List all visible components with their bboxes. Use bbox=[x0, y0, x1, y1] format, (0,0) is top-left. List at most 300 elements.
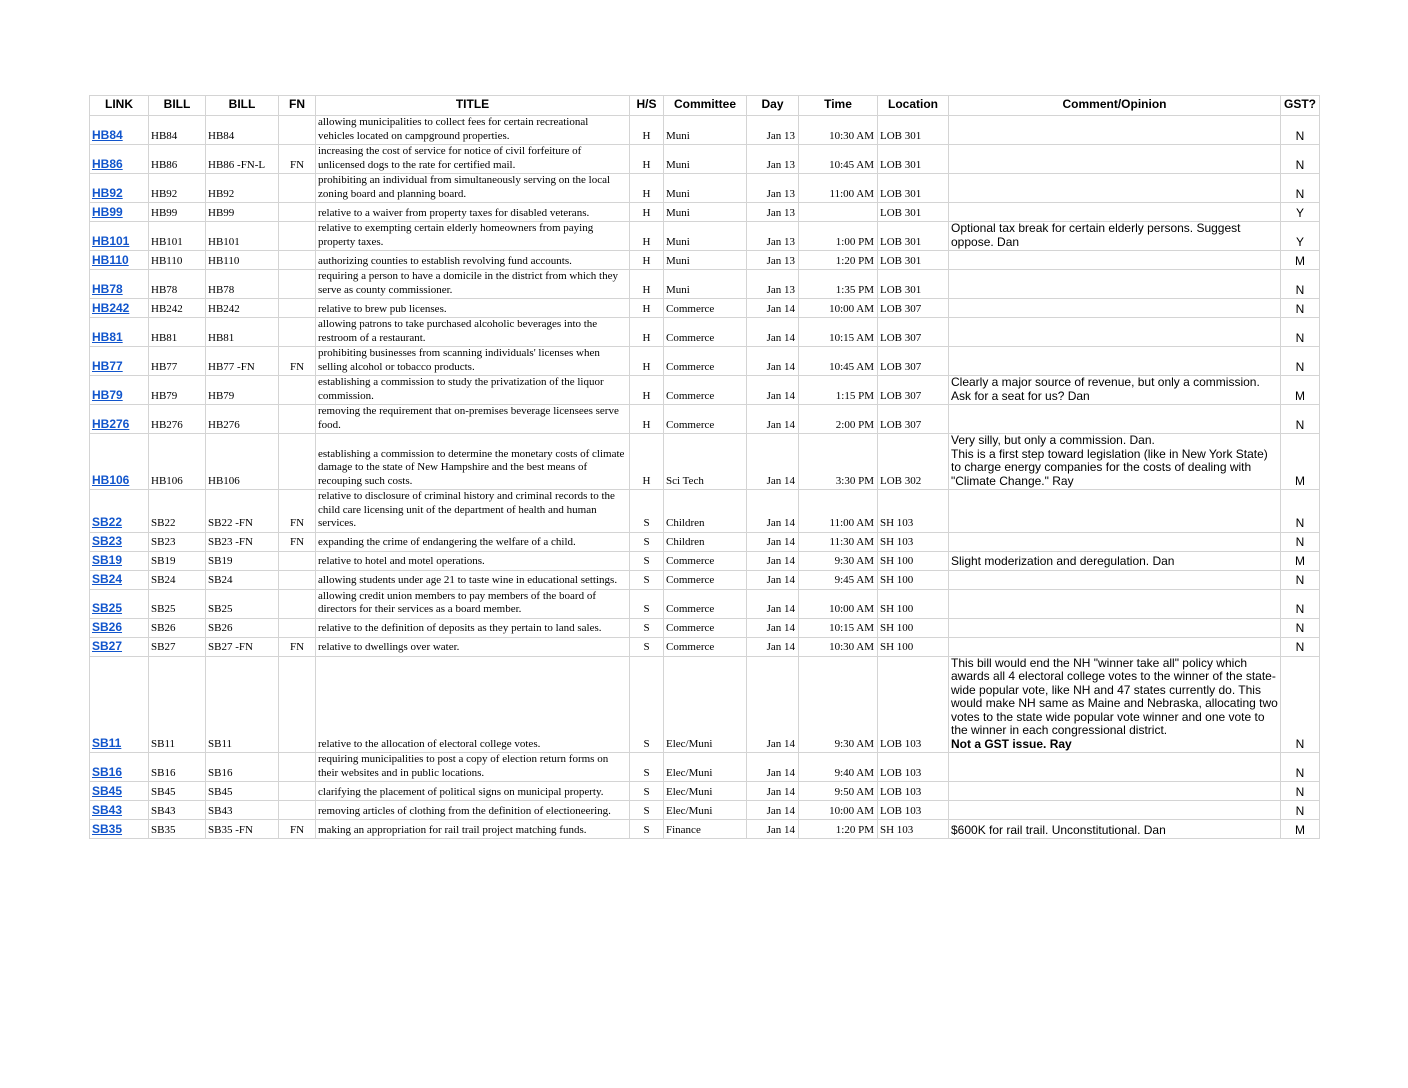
link-cell bbox=[90, 551, 149, 570]
comment-text: This bill would end the NH "winner take all" policy which awards all 4 electoral college votes to the winner of the state- wide popular vote, like NH and 47 states currently do. This would make NH same as Maine and Nebraska, allocating two votes to the state wide popular vote winner and one vote to the winner in each congressional district. bbox=[951, 656, 1278, 737]
house-senate-cell: S bbox=[630, 782, 664, 801]
house-senate-cell: S bbox=[630, 589, 664, 618]
comment-text: Very silly, but only a commission. Dan. This is a first step toward legislation (like in New York State) to charge energy companies for the costs of dealing with "Climate Change." Ray bbox=[951, 433, 1268, 488]
gst-cell: M bbox=[1281, 376, 1320, 405]
bill-link[interactable]: SB24 bbox=[92, 572, 123, 586]
day-cell: Jan 14 bbox=[747, 753, 799, 782]
bill-link[interactable]: HB79 bbox=[92, 387, 123, 402]
gst-cell: N bbox=[1281, 782, 1320, 801]
location-cell: LOB 301 bbox=[878, 222, 949, 251]
committee-cell: Muni bbox=[664, 270, 747, 299]
title-cell: relative to the allocation of electoral college votes. bbox=[316, 656, 630, 753]
comment-cell bbox=[949, 116, 1281, 145]
bill-cell: HB101 bbox=[149, 222, 206, 251]
day-cell: Jan 14 bbox=[747, 551, 799, 570]
table-row bbox=[90, 174, 1320, 203]
house-senate-cell: S bbox=[630, 801, 664, 820]
header-location: Location bbox=[878, 96, 949, 116]
bill-link[interactable]: SB22 bbox=[92, 515, 123, 529]
table-row bbox=[90, 637, 1320, 656]
location-cell: LOB 301 bbox=[878, 251, 949, 270]
bill-link[interactable]: HB106 bbox=[92, 472, 130, 487]
time-cell: 10:30 AM bbox=[799, 116, 878, 145]
time-cell: 11:00 AM bbox=[799, 174, 878, 203]
bill-full-cell: SB19 bbox=[206, 551, 279, 570]
house-senate-cell: S bbox=[630, 532, 664, 551]
location-cell: LOB 103 bbox=[878, 656, 949, 753]
house-senate-cell: S bbox=[630, 570, 664, 589]
time-cell: 1:35 PM bbox=[799, 270, 878, 299]
link-cell bbox=[90, 405, 149, 434]
committee-cell: Muni bbox=[664, 222, 747, 251]
comment-cell bbox=[949, 299, 1281, 318]
bill-full-cell: SB45 bbox=[206, 782, 279, 801]
time-cell: 3:30 PM bbox=[799, 434, 878, 490]
gst-cell: N bbox=[1281, 299, 1320, 318]
fn-cell bbox=[279, 434, 316, 490]
bill-link[interactable]: SB19 bbox=[92, 553, 123, 567]
bill-full-cell: HB79 bbox=[206, 376, 279, 405]
bill-full-cell: HB276 bbox=[206, 405, 279, 434]
day-cell: Jan 14 bbox=[747, 490, 799, 533]
table-row bbox=[90, 532, 1320, 551]
fn-cell: FN bbox=[279, 347, 316, 376]
table-row bbox=[90, 656, 1320, 753]
title-cell: relative to dwellings over water. bbox=[316, 637, 630, 656]
time-cell: 10:15 AM bbox=[799, 618, 878, 637]
gst-cell: N bbox=[1281, 116, 1320, 145]
comment-cell bbox=[949, 637, 1281, 656]
header-title: TITLE bbox=[316, 96, 630, 116]
committee-cell: Children bbox=[664, 490, 747, 533]
committee-cell: Muni bbox=[664, 251, 747, 270]
gst-cell: N bbox=[1281, 270, 1320, 299]
day-cell: Jan 14 bbox=[747, 820, 799, 839]
bill-rows bbox=[90, 116, 1320, 839]
title-cell: allowing municipalities to collect fees for certain recreational vehicles located on campground properties. bbox=[316, 116, 630, 145]
gst-cell: N bbox=[1281, 589, 1320, 618]
fn-cell bbox=[279, 753, 316, 782]
bill-link[interactable]: SB11 bbox=[92, 735, 122, 750]
link-cell bbox=[90, 116, 149, 145]
comment-cell bbox=[949, 174, 1281, 203]
fn-cell bbox=[279, 551, 316, 570]
bill-cell: SB25 bbox=[149, 589, 206, 618]
gst-cell: N bbox=[1281, 801, 1320, 820]
bill-cell: HB276 bbox=[149, 405, 206, 434]
title-cell: prohibiting businesses from scanning individuals' licenses when selling alcohol or tobacco products. bbox=[316, 347, 630, 376]
title-cell: establishing a commission to determine the monetary costs of climate damage to the state of New Hampshire and the best means of recouping such costs. bbox=[316, 434, 630, 490]
house-senate-cell: H bbox=[630, 222, 664, 251]
committee-cell: Commerce bbox=[664, 589, 747, 618]
day-cell: Jan 13 bbox=[747, 145, 799, 174]
location-cell: SH 100 bbox=[878, 589, 949, 618]
day-cell: Jan 13 bbox=[747, 222, 799, 251]
title-cell: relative to the definition of deposits as they pertain to land sales. bbox=[316, 618, 630, 637]
comment-text: Slight moderization and deregulation. Dan bbox=[951, 554, 1175, 568]
house-senate-cell: S bbox=[630, 656, 664, 753]
gst-cell: M bbox=[1281, 551, 1320, 570]
table-row bbox=[90, 753, 1320, 782]
fn-cell bbox=[279, 801, 316, 820]
title-cell: establishing a commission to study the privatization of the liquor commission. bbox=[316, 376, 630, 405]
day-cell: Jan 14 bbox=[747, 299, 799, 318]
bill-link[interactable]: HB101 bbox=[92, 233, 130, 248]
header-row bbox=[90, 96, 1320, 116]
link-cell bbox=[90, 637, 149, 656]
comment-cell bbox=[949, 589, 1281, 618]
comment-cell bbox=[949, 656, 1281, 753]
link-cell bbox=[90, 618, 149, 637]
fn-cell bbox=[279, 203, 316, 222]
day-cell: Jan 14 bbox=[747, 532, 799, 551]
comment-text: Clearly a major source of revenue, but only a commission. Ask for a seat for us? Dan bbox=[951, 375, 1260, 403]
comment-cell bbox=[949, 270, 1281, 299]
link-cell bbox=[90, 347, 149, 376]
table-row bbox=[90, 299, 1320, 318]
time-cell: 10:30 AM bbox=[799, 637, 878, 656]
link-cell bbox=[90, 203, 149, 222]
comment-cell bbox=[949, 376, 1281, 405]
bill-link[interactable]: HB81 bbox=[92, 329, 123, 344]
house-senate-cell: H bbox=[630, 405, 664, 434]
location-cell: SH 100 bbox=[878, 551, 949, 570]
time-cell: 9:30 AM bbox=[799, 551, 878, 570]
committee-cell: Elec/Muni bbox=[664, 801, 747, 820]
bill-link[interactable]: SB26 bbox=[92, 620, 123, 634]
time-cell: 10:45 AM bbox=[799, 347, 878, 376]
bill-full-cell: HB101 bbox=[206, 222, 279, 251]
committee-cell: Muni bbox=[664, 174, 747, 203]
bill-full-cell: SB24 bbox=[206, 570, 279, 589]
time-cell: 10:45 AM bbox=[799, 145, 878, 174]
bill-link[interactable]: HB92 bbox=[92, 185, 123, 200]
comment-cell bbox=[949, 753, 1281, 782]
gst-cell: N bbox=[1281, 532, 1320, 551]
bill-link[interactable]: SB27 bbox=[92, 639, 123, 653]
bill-link[interactable]: HB77 bbox=[92, 358, 123, 373]
house-senate-cell: S bbox=[630, 820, 664, 839]
table-row bbox=[90, 270, 1320, 299]
bill-cell: SB27 bbox=[149, 637, 206, 656]
committee-cell: Elec/Muni bbox=[664, 782, 747, 801]
link-cell bbox=[90, 434, 149, 490]
comment-text: $600K for rail trail. Unconstitutional. Dan bbox=[951, 822, 1166, 837]
bill-full-cell: SB43 bbox=[206, 801, 279, 820]
house-senate-cell: S bbox=[630, 618, 664, 637]
fn-cell bbox=[279, 270, 316, 299]
location-cell: SH 103 bbox=[878, 490, 949, 533]
bill-cell: HB81 bbox=[149, 318, 206, 347]
table-row bbox=[90, 490, 1320, 533]
fn-cell bbox=[279, 656, 316, 753]
committee-cell: Commerce bbox=[664, 347, 747, 376]
fn-cell bbox=[279, 116, 316, 145]
bill-cell: SB22 bbox=[149, 490, 206, 533]
gst-cell: M bbox=[1281, 434, 1320, 490]
bill-full-cell: SB35 -FN bbox=[206, 820, 279, 839]
fn-cell: FN bbox=[279, 820, 316, 839]
table-row bbox=[90, 782, 1320, 801]
committee-cell: Children bbox=[664, 532, 747, 551]
title-cell: relative to disclosure of criminal history and criminal records to the child care licensing unit of the department of health and human services. bbox=[316, 490, 630, 533]
location-cell: LOB 307 bbox=[878, 405, 949, 434]
day-cell: Jan 14 bbox=[747, 405, 799, 434]
table-row bbox=[90, 405, 1320, 434]
bill-full-cell: SB27 -FN bbox=[206, 637, 279, 656]
bill-full-cell: HB110 bbox=[206, 251, 279, 270]
bill-link[interactable]: HB78 bbox=[92, 281, 123, 296]
link-cell bbox=[90, 222, 149, 251]
bill-cell: SB11 bbox=[149, 656, 206, 753]
committee-cell: Elec/Muni bbox=[664, 753, 747, 782]
fn-cell bbox=[279, 782, 316, 801]
comment-bold-text: Not a GST issue. Ray bbox=[951, 736, 1072, 751]
gst-cell: N bbox=[1281, 347, 1320, 376]
location-cell: LOB 103 bbox=[878, 782, 949, 801]
gst-cell: N bbox=[1281, 570, 1320, 589]
bill-cell: SB23 bbox=[149, 532, 206, 551]
fn-cell bbox=[279, 174, 316, 203]
gst-cell: Y bbox=[1281, 222, 1320, 251]
time-cell: 1:00 PM bbox=[799, 222, 878, 251]
header-bill: BILL bbox=[149, 96, 206, 116]
location-cell: LOB 301 bbox=[878, 270, 949, 299]
time-cell: 9:45 AM bbox=[799, 570, 878, 589]
link-cell bbox=[90, 145, 149, 174]
table-row bbox=[90, 203, 1320, 222]
day-cell: Jan 13 bbox=[747, 251, 799, 270]
link-cell bbox=[90, 570, 149, 589]
fn-cell: FN bbox=[279, 637, 316, 656]
bill-link[interactable]: HB110 bbox=[92, 252, 129, 267]
location-cell: LOB 301 bbox=[878, 145, 949, 174]
day-cell: Jan 14 bbox=[747, 637, 799, 656]
bill-cell: SB26 bbox=[149, 618, 206, 637]
fn-cell bbox=[279, 251, 316, 270]
house-senate-cell: H bbox=[630, 376, 664, 405]
committee-cell: Commerce bbox=[664, 318, 747, 347]
table-row bbox=[90, 618, 1320, 637]
time-cell: 2:00 PM bbox=[799, 405, 878, 434]
comment-cell bbox=[949, 490, 1281, 533]
time-cell bbox=[799, 203, 878, 222]
gst-cell: M bbox=[1281, 251, 1320, 270]
table-row bbox=[90, 145, 1320, 174]
gst-cell: N bbox=[1281, 618, 1320, 637]
bill-full-cell: HB99 bbox=[206, 203, 279, 222]
bill-link[interactable]: SB35 bbox=[92, 821, 123, 836]
fn-cell bbox=[279, 376, 316, 405]
comment-cell bbox=[949, 551, 1281, 570]
table-row bbox=[90, 801, 1320, 820]
comment-cell bbox=[949, 570, 1281, 589]
bill-full-cell: SB16 bbox=[206, 753, 279, 782]
link-cell bbox=[90, 820, 149, 839]
time-cell: 11:30 AM bbox=[799, 532, 878, 551]
house-senate-cell: H bbox=[630, 251, 664, 270]
location-cell: LOB 103 bbox=[878, 801, 949, 820]
committee-cell: Commerce bbox=[664, 551, 747, 570]
location-cell: SH 103 bbox=[878, 820, 949, 839]
title-cell: authorizing counties to establish revolving fund accounts. bbox=[316, 251, 630, 270]
time-cell: 9:50 AM bbox=[799, 782, 878, 801]
bill-cell: HB242 bbox=[149, 299, 206, 318]
location-cell: LOB 301 bbox=[878, 116, 949, 145]
fn-cell bbox=[279, 618, 316, 637]
location-cell: SH 103 bbox=[878, 532, 949, 551]
table-row bbox=[90, 116, 1320, 145]
day-cell: Jan 13 bbox=[747, 174, 799, 203]
time-cell: 10:00 AM bbox=[799, 589, 878, 618]
location-cell: LOB 307 bbox=[878, 347, 949, 376]
house-senate-cell: H bbox=[630, 299, 664, 318]
committee-cell: Muni bbox=[664, 145, 747, 174]
bill-link[interactable]: HB99 bbox=[92, 204, 123, 219]
comment-text: Optional tax break for certain elderly persons. Suggest oppose. Dan bbox=[951, 221, 1241, 249]
fn-cell bbox=[279, 570, 316, 589]
committee-cell: Commerce bbox=[664, 299, 747, 318]
day-cell: Jan 14 bbox=[747, 318, 799, 347]
location-cell: LOB 103 bbox=[878, 753, 949, 782]
link-cell bbox=[90, 801, 149, 820]
location-cell: LOB 307 bbox=[878, 376, 949, 405]
link-cell bbox=[90, 490, 149, 533]
bill-cell: SB45 bbox=[149, 782, 206, 801]
title-cell: allowing credit union members to pay members of the board of directors for their services as a board member. bbox=[316, 589, 630, 618]
fn-cell: FN bbox=[279, 145, 316, 174]
bill-link[interactable]: SB23 bbox=[92, 534, 123, 548]
time-cell: 1:20 PM bbox=[799, 820, 878, 839]
day-cell: Jan 14 bbox=[747, 589, 799, 618]
link-cell bbox=[90, 656, 149, 753]
comment-cell bbox=[949, 618, 1281, 637]
header-committee: Committee bbox=[664, 96, 747, 116]
bill-cell: HB110 bbox=[149, 251, 206, 270]
location-cell: LOB 307 bbox=[878, 318, 949, 347]
comment-cell bbox=[949, 203, 1281, 222]
bill-full-cell: SB26 bbox=[206, 618, 279, 637]
house-senate-cell: H bbox=[630, 270, 664, 299]
location-cell: SH 100 bbox=[878, 637, 949, 656]
house-senate-cell: S bbox=[630, 637, 664, 656]
bill-link[interactable]: SB43 bbox=[92, 802, 123, 817]
bill-full-cell: HB78 bbox=[206, 270, 279, 299]
house-senate-cell: H bbox=[630, 145, 664, 174]
bill-link[interactable]: HB84 bbox=[92, 127, 123, 142]
fn-cell bbox=[279, 318, 316, 347]
house-senate-cell: H bbox=[630, 203, 664, 222]
bill-cell: HB78 bbox=[149, 270, 206, 299]
time-cell: 10:00 AM bbox=[799, 801, 878, 820]
time-cell: 9:40 AM bbox=[799, 753, 878, 782]
bill-cell: HB92 bbox=[149, 174, 206, 203]
gst-cell: Y bbox=[1281, 203, 1320, 222]
location-cell: LOB 301 bbox=[878, 203, 949, 222]
bill-link[interactable]: SB16 bbox=[92, 764, 123, 779]
table-row bbox=[90, 347, 1320, 376]
committee-cell: Muni bbox=[664, 116, 747, 145]
house-senate-cell: H bbox=[630, 174, 664, 203]
location-cell: LOB 307 bbox=[878, 299, 949, 318]
day-cell: Jan 14 bbox=[747, 618, 799, 637]
gst-cell: N bbox=[1281, 656, 1320, 753]
title-cell: allowing patrons to take purchased alcoholic beverages into the restroom of a restaurant. bbox=[316, 318, 630, 347]
table-row bbox=[90, 551, 1320, 570]
bill-full-cell: SB22 -FN bbox=[206, 490, 279, 533]
comment-cell bbox=[949, 434, 1281, 490]
link-cell bbox=[90, 753, 149, 782]
link-cell bbox=[90, 318, 149, 347]
fn-cell bbox=[279, 299, 316, 318]
bill-link[interactable]: SB25 bbox=[92, 601, 123, 615]
bill-cell: SB43 bbox=[149, 801, 206, 820]
gst-cell: N bbox=[1281, 145, 1320, 174]
fn-cell bbox=[279, 405, 316, 434]
fn-cell: FN bbox=[279, 490, 316, 533]
title-cell: requiring municipalities to post a copy of election return forms on their websites and in public locations. bbox=[316, 753, 630, 782]
day-cell: Jan 14 bbox=[747, 656, 799, 753]
location-cell: LOB 301 bbox=[878, 174, 949, 203]
header-house-senate: H/S bbox=[630, 96, 664, 116]
fn-cell bbox=[279, 222, 316, 251]
committee-cell: Commerce bbox=[664, 570, 747, 589]
time-cell: 9:30 AM bbox=[799, 656, 878, 753]
day-cell: Jan 14 bbox=[747, 434, 799, 490]
comment-cell bbox=[949, 801, 1281, 820]
day-cell: Jan 14 bbox=[747, 570, 799, 589]
bill-cell: SB19 bbox=[149, 551, 206, 570]
day-cell: Jan 14 bbox=[747, 376, 799, 405]
bill-full-cell: SB11 bbox=[206, 656, 279, 753]
gst-cell: N bbox=[1281, 637, 1320, 656]
committee-cell: Commerce bbox=[664, 618, 747, 637]
header-fn: FN bbox=[279, 96, 316, 116]
house-senate-cell: S bbox=[630, 490, 664, 533]
bill-full-cell: HB86 -FN-L bbox=[206, 145, 279, 174]
header-bill-full: BILL bbox=[206, 96, 279, 116]
bill-full-cell: HB77 -FN bbox=[206, 347, 279, 376]
day-cell: Jan 14 bbox=[747, 782, 799, 801]
title-cell: expanding the crime of endangering the welfare of a child. bbox=[316, 532, 630, 551]
committee-cell: Elec/Muni bbox=[664, 656, 747, 753]
bill-cell: HB106 bbox=[149, 434, 206, 490]
bill-link[interactable]: HB86 bbox=[92, 156, 123, 171]
bill-link[interactable]: HB242 bbox=[92, 300, 130, 315]
title-cell: removing the requirement that on-premises beverage licensees serve food. bbox=[316, 405, 630, 434]
bill-cell: SB24 bbox=[149, 570, 206, 589]
bill-full-cell: HB81 bbox=[206, 318, 279, 347]
table-row bbox=[90, 376, 1320, 405]
day-cell: Jan 14 bbox=[747, 801, 799, 820]
link-cell bbox=[90, 174, 149, 203]
title-cell: allowing students under age 21 to taste wine in educational settings. bbox=[316, 570, 630, 589]
link-cell bbox=[90, 376, 149, 405]
bill-link[interactable]: SB45 bbox=[92, 783, 123, 798]
bill-link[interactable]: HB276 bbox=[92, 416, 130, 431]
day-cell: Jan 13 bbox=[747, 203, 799, 222]
bill-cell: HB79 bbox=[149, 376, 206, 405]
table-row bbox=[90, 222, 1320, 251]
title-cell: clarifying the placement of political signs on municipal property. bbox=[316, 782, 630, 801]
committee-cell: Commerce bbox=[664, 637, 747, 656]
header-link: LINK bbox=[90, 96, 149, 116]
gst-cell: N bbox=[1281, 753, 1320, 782]
table-row bbox=[90, 251, 1320, 270]
gst-cell: N bbox=[1281, 490, 1320, 533]
bill-hearing-sheet bbox=[89, 95, 1319, 839]
location-cell: SH 100 bbox=[878, 570, 949, 589]
